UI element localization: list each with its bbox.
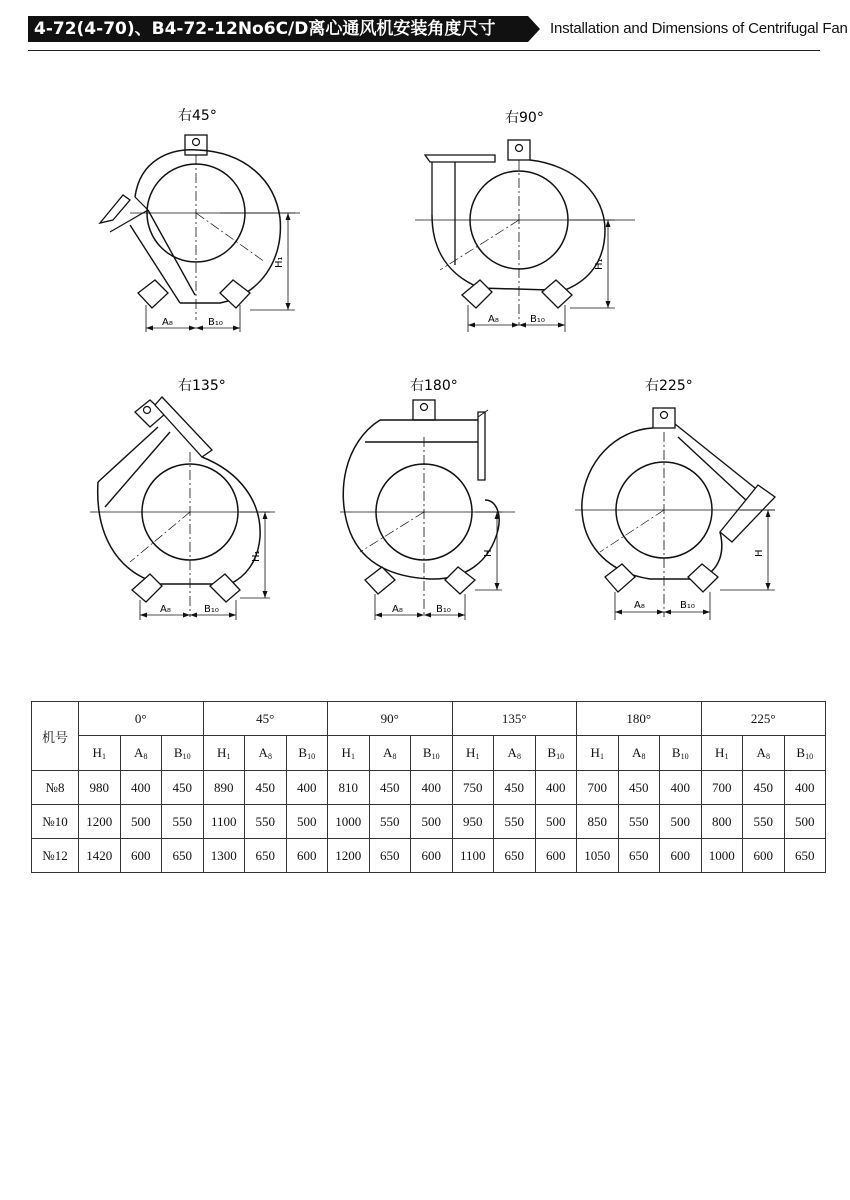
- column-header: [701, 736, 743, 771]
- column-header-subscript: 10: [307, 752, 316, 761]
- value-cell: 550: [245, 805, 287, 839]
- column-header-letter: A: [134, 745, 144, 760]
- angle-header: 45°: [203, 702, 328, 736]
- value-cell: 600: [660, 839, 702, 873]
- column-header-letter: H: [590, 745, 600, 760]
- model-cell: №10: [32, 805, 79, 839]
- value-cell: 700: [701, 771, 743, 805]
- value-cell: 400: [286, 771, 328, 805]
- column-header: [452, 736, 494, 771]
- column-header-letter: B: [298, 745, 308, 760]
- value-cell: 550: [618, 805, 660, 839]
- column-header: [660, 736, 702, 771]
- column-header-subscript: 10: [182, 752, 191, 761]
- angle-label: 右45°: [178, 108, 217, 124]
- column-header: [328, 736, 370, 771]
- fan-drawing-45: [70, 100, 320, 350]
- column-header-subscript: 8: [392, 752, 397, 761]
- column-header: [784, 736, 826, 771]
- value-cell: 650: [618, 839, 660, 873]
- value-cell: 600: [120, 839, 162, 873]
- value-cell: 400: [784, 771, 826, 805]
- value-cell: 850: [577, 805, 619, 839]
- value-cell: 650: [162, 839, 204, 873]
- dim-a-label: A₈: [160, 604, 171, 615]
- value-cell: 600: [411, 839, 453, 873]
- angle-header: 135°: [452, 702, 577, 736]
- angle-label: 右225°: [645, 378, 693, 394]
- column-header-subscript: 1: [350, 752, 355, 761]
- dim-b-label: B₁₀: [208, 317, 223, 328]
- fan-diagram-45: [70, 100, 320, 350]
- angle-header: 0°: [79, 702, 204, 736]
- value-cell: 800: [701, 805, 743, 839]
- column-header-letter: A: [383, 745, 393, 760]
- value-cell: 650: [494, 839, 536, 873]
- value-cell: 700: [577, 771, 619, 805]
- value-cell: 810: [328, 771, 370, 805]
- dim-h-label: H: [483, 549, 494, 557]
- dim-b-label: B₁₀: [436, 604, 451, 615]
- column-header: [162, 736, 204, 771]
- dim-h-label: H: [754, 549, 765, 557]
- column-header: [120, 736, 162, 771]
- column-header-letter: A: [507, 745, 517, 760]
- column-header: [203, 736, 245, 771]
- dimension-table: [31, 701, 826, 873]
- value-cell: 1200: [79, 805, 121, 839]
- column-header-subscript: 1: [101, 752, 106, 761]
- value-cell: 400: [535, 771, 577, 805]
- value-cell: 650: [369, 839, 411, 873]
- value-cell: 450: [245, 771, 287, 805]
- column-header-subscript: 10: [556, 752, 565, 761]
- dim-a-label: A₈: [162, 317, 173, 328]
- angle-header: 90°: [328, 702, 453, 736]
- corner-header: 机号: [32, 702, 79, 771]
- fan-diagram-225: [560, 372, 810, 622]
- value-cell: 1100: [203, 805, 245, 839]
- column-header: [79, 736, 121, 771]
- value-cell: 400: [120, 771, 162, 805]
- page-header: [28, 12, 848, 48]
- value-cell: 600: [286, 839, 328, 873]
- column-header-letter: H: [92, 745, 102, 760]
- column-header-letter: H: [466, 745, 476, 760]
- column-header: [577, 736, 619, 771]
- value-cell: 500: [660, 805, 702, 839]
- value-cell: 600: [743, 839, 785, 873]
- column-header: [286, 736, 328, 771]
- column-header-letter: A: [258, 745, 268, 760]
- value-cell: 500: [120, 805, 162, 839]
- dim-a-label: A₈: [488, 314, 499, 325]
- column-header-subscript: 1: [599, 752, 604, 761]
- value-cell: 550: [743, 805, 785, 839]
- column-header-letter: B: [796, 745, 806, 760]
- column-header-letter: H: [715, 745, 725, 760]
- column-header-subscript: 8: [641, 752, 646, 761]
- value-cell: 400: [660, 771, 702, 805]
- angle-header: 180°: [577, 702, 702, 736]
- value-cell: 650: [245, 839, 287, 873]
- value-cell: 1000: [328, 805, 370, 839]
- table-row: [32, 805, 826, 839]
- dim-a-label: A₈: [392, 604, 403, 615]
- value-cell: 550: [494, 805, 536, 839]
- column-header-letter: A: [756, 745, 766, 760]
- dim-h-label: H₁: [594, 258, 605, 270]
- model-cell: №12: [32, 839, 79, 873]
- column-header-subscript: 1: [724, 752, 729, 761]
- column-header: [743, 736, 785, 771]
- column-header-letter: B: [422, 745, 432, 760]
- dim-h-label: H₁: [274, 256, 285, 268]
- title-arrow-shape: [528, 16, 540, 42]
- column-header: [618, 736, 660, 771]
- column-header-subscript: 8: [516, 752, 521, 761]
- value-cell: 450: [494, 771, 536, 805]
- value-cell: 1100: [452, 839, 494, 873]
- column-header-subscript: 1: [475, 752, 480, 761]
- column-header: [535, 736, 577, 771]
- dim-a-label: A₈: [634, 600, 645, 611]
- dim-h-label: H₁: [251, 550, 262, 562]
- column-header-subscript: 10: [680, 752, 689, 761]
- fan-diagram-180: [320, 372, 570, 622]
- value-cell: 950: [452, 805, 494, 839]
- value-cell: 500: [784, 805, 826, 839]
- fan-drawing-90: [400, 100, 650, 350]
- column-header-letter: B: [671, 745, 681, 760]
- table-row: [32, 839, 826, 873]
- model-cell: №8: [32, 771, 79, 805]
- angle-header: 225°: [701, 702, 826, 736]
- table-angle-row: [32, 702, 826, 736]
- column-header-subscript: 1: [226, 752, 231, 761]
- column-header-subscript: 10: [805, 752, 814, 761]
- value-cell: 1420: [79, 839, 121, 873]
- fan-diagram-90: [400, 100, 650, 350]
- header-rule: [28, 50, 820, 51]
- angle-label: 右180°: [410, 378, 458, 394]
- dim-b-label: B₁₀: [204, 604, 219, 615]
- column-header: [369, 736, 411, 771]
- value-cell: 450: [162, 771, 204, 805]
- column-header-letter: A: [632, 745, 642, 760]
- table-subheader-row: [32, 736, 826, 771]
- dim-b-label: B₁₀: [680, 600, 695, 611]
- title-chinese: 4-72(4-70)、B4-72-12No6C/D离心通风机安装角度尺寸: [28, 16, 528, 42]
- value-cell: 500: [411, 805, 453, 839]
- column-header-subscript: 10: [431, 752, 440, 761]
- value-cell: 1000: [701, 839, 743, 873]
- column-header-letter: B: [173, 745, 183, 760]
- value-cell: 500: [286, 805, 328, 839]
- title-english: Installation and Dimensions of Centrifugal Fan: [550, 20, 848, 37]
- fan-drawing-180: [320, 372, 570, 622]
- value-cell: 980: [79, 771, 121, 805]
- fan-drawing-135: [70, 372, 320, 622]
- value-cell: 890: [203, 771, 245, 805]
- angle-label: 右90°: [505, 110, 544, 126]
- value-cell: 1200: [328, 839, 370, 873]
- column-header: [245, 736, 287, 771]
- fan-diagram-135: [70, 372, 320, 622]
- table-row: [32, 771, 826, 805]
- value-cell: 1300: [203, 839, 245, 873]
- column-header-subscript: 8: [267, 752, 272, 761]
- value-cell: 600: [535, 839, 577, 873]
- value-cell: 550: [369, 805, 411, 839]
- column-header-letter: H: [217, 745, 227, 760]
- column-header-subscript: 8: [143, 752, 148, 761]
- column-header-letter: H: [341, 745, 351, 760]
- value-cell: 400: [411, 771, 453, 805]
- value-cell: 650: [784, 839, 826, 873]
- value-cell: 550: [162, 805, 204, 839]
- value-cell: 450: [369, 771, 411, 805]
- angle-label: 右135°: [178, 378, 226, 394]
- value-cell: 500: [535, 805, 577, 839]
- value-cell: 1050: [577, 839, 619, 873]
- table-body: [32, 771, 826, 873]
- column-header: [494, 736, 536, 771]
- value-cell: 750: [452, 771, 494, 805]
- value-cell: 450: [743, 771, 785, 805]
- fan-drawing-225: [560, 372, 810, 622]
- value-cell: 450: [618, 771, 660, 805]
- dim-b-label: B₁₀: [530, 314, 545, 325]
- column-header-letter: B: [547, 745, 557, 760]
- column-header-subscript: 8: [765, 752, 770, 761]
- column-header: [411, 736, 453, 771]
